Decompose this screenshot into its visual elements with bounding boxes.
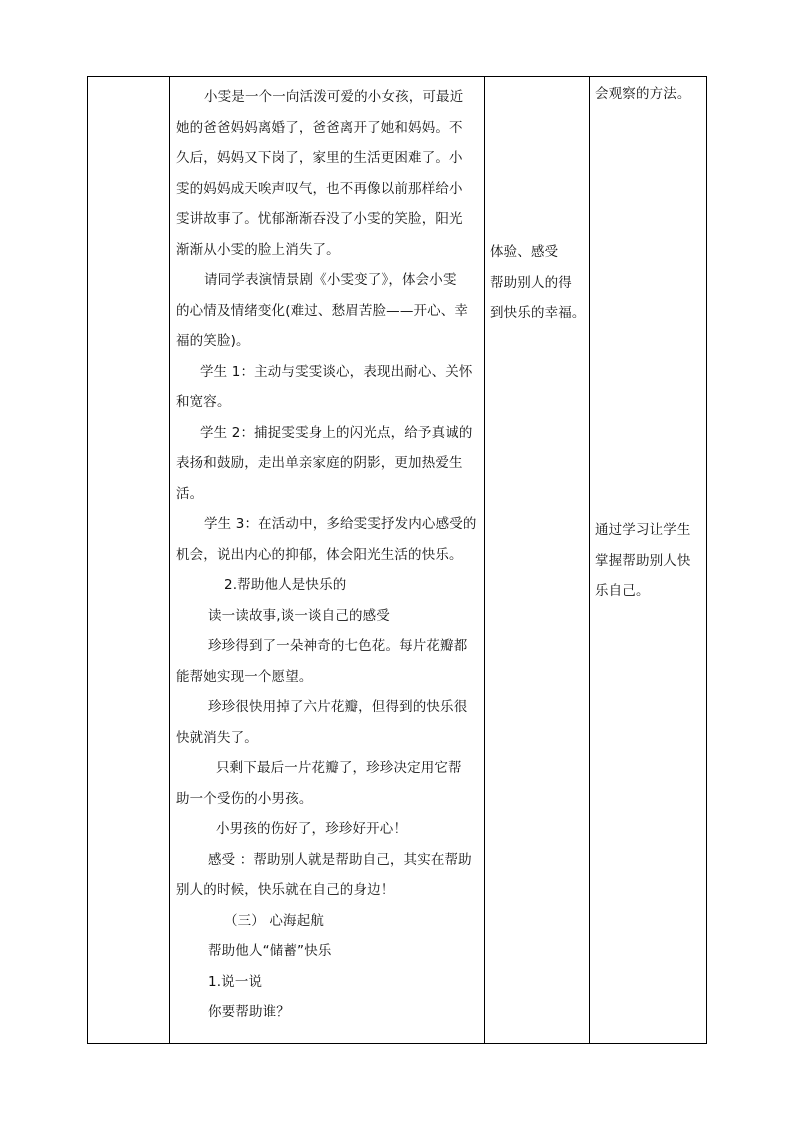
text-line: 雯讲故事了。忧郁渐渐吞没了小雯的笑脸，阳光 [176,211,463,227]
text-line: 机会，说出内心的抑郁，体会阳光生活的快乐。 [176,546,463,563]
text-line: 能帮她实现一个愿望。 [176,668,313,685]
text-line: 雯的妈妈成天唉声叹气，也不再像以前那样给小 [176,180,463,197]
text-line: 帮助他人“储蓄”快乐 [208,943,332,959]
text-line: 读一读故事,谈一谈自己的感受 [208,607,390,624]
text-line: 表扬和鼓励，走出单亲家庭的阴影，更加热爱生 [176,455,463,471]
text-line: 学生 3：在活动中，多给雯雯抒发内心感受的 [204,516,477,532]
text-line: 学生 1：主动与雯雯谈心，表现出耐心、关怀 [200,363,473,380]
text-line: 快就消失了。 [176,729,258,746]
student-activity-cell [485,77,590,1043]
text-line: 1.说一说 [208,973,263,990]
text-line: 助一个受伤的小男孩。 [176,790,313,807]
text-line: 珍珍很快用掉了六片花瓣，但得到的快乐很 [208,699,468,715]
text-line: 2.帮助他人是快乐的 [224,577,347,593]
text-line: 久后，妈妈又下岗了，家里的生活更困难了。小 [176,150,463,166]
text-line: 小雯是一个一向活泼可爱的小女孩，可最近 [204,89,464,105]
text-line: 帮助别人的得 [490,274,572,291]
empty-first-column-cell [88,77,169,1043]
text-line: 她的爸爸妈妈离婚了，爸爸离开了她和妈妈。不 [176,119,463,136]
text-line: 学生 2：捕捉雯雯身上的闪光点，给予真诚的 [200,424,473,441]
teaching-process-cell [170,77,485,1043]
text-line: 渐渐从小雯的脸上消失了。 [176,241,340,258]
lesson-plan-table [87,76,707,1044]
text-line: 福的笑脸)。 [176,333,250,349]
text-line: 只剩下最后一片花瓣了，珍珍决定用它帮 [216,760,462,776]
text-line: 乐自己。 [595,583,650,599]
text-line: 和宽容。 [176,394,231,410]
text-line: 你要帮助谁？ [208,1004,290,1020]
text-line: 到快乐的幸福。 [490,305,586,321]
text-line: （三） 心海起航 [224,912,324,929]
text-line: 感受 ：帮助别人就是帮助自己，其实在帮助 [208,851,472,868]
design-intent-cell [590,77,708,1043]
text-line: 体验、感受 [490,244,559,260]
text-line: 掌握帮助别人快 [595,552,691,569]
text-line: 会观察的方法。 [595,86,691,102]
text-line: 别人的时候，快乐就在自己的身边！ [176,882,395,898]
text-line: 小男孩的伤好了，珍珍好开心！ [216,821,408,837]
text-line: 珍珍得到了一朵神奇的七色花。每片花瓣都 [208,638,468,654]
text-line: 请同学表演情景剧《小雯变了》，体会小雯 [204,272,457,288]
text-line: 活。 [176,485,204,502]
text-line: 通过学习让学生 [595,522,691,538]
text-line: 的心情及情绪变化(难过、愁眉苦脸——开心、幸 [176,302,469,319]
